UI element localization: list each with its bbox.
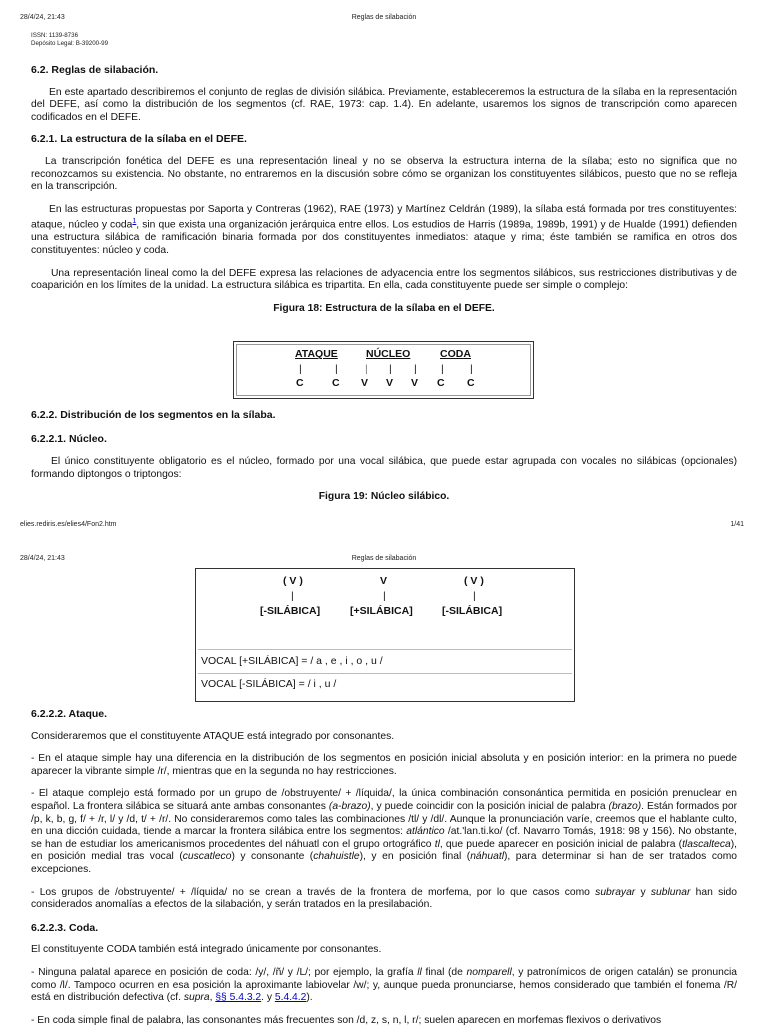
divider bbox=[198, 649, 572, 650]
issn: ISSN: 1139-8736 bbox=[31, 32, 79, 39]
v-optional-left: ( V ) bbox=[283, 575, 303, 587]
paragraph: La transcripción fonética del DEFE es una representación lineal y no se observa la estructura interna de la sílaba; esto no significa que no reconozcamos su existencia. No obstante, no entraremos en la discusión sobre cómo se organizan los constituyentes silábicos, puesto que no se refleja en la transcripción. bbox=[31, 155, 737, 193]
paragraph: - Los grupos de /obstruyente/ + /líquida/ no se crean a través de la frontera de morfema, por lo que casos como subrayar y sublunar han sido considerados anomalías a efectos de la silabación, y serán tratados en la presilabación. bbox=[31, 886, 737, 911]
paragraph: El constituyente CODA también está integrado únicamente por consonantes. bbox=[31, 944, 382, 956]
vocal-minus-silabica: VOCAL [-SILÁBICA] = / i , u / bbox=[201, 678, 337, 690]
consonant: C bbox=[296, 377, 304, 389]
paragraph: - En coda simple final de palabra, las consonantes más frecuentes son /d, z, s, n, l, r/; suelen aparecen en morfemas flexivos o derivativos bbox=[31, 1014, 662, 1026]
section-title-6-2-2-1: 6.2.2.1. Núcleo. bbox=[31, 432, 107, 445]
ataque-label: ATAQUE bbox=[295, 348, 338, 360]
paragraph: - El ataque complejo está formado por un grupo de /obstruyente/ + /líquida/, la única combinación consonántica permitida en posición prenuclear en español. La frontera silábica se situará ante ambas consonantes (a-brazo), y puede coincidir con la posición inicial de palabra (brazo). Están formados por /p, k, b, g, f/ + /r, l/ y /d, t/ + /r/. No consideraremos como tales las combinaciones /tl/ y /dl/. Aunque la pronunciación varíe, creemos que el hablante culto, en una dicción cuidada, tiende a marcar la frontera silábica entre los segmentos: atlántico /at.'lan.ti.ko/ (cf. Navarro Tomás, 1918: 98 y 156). No obstante, se han de estudiar los americanismos procedentes del náhuatl con el grupo ortográfico tl, que puede aparecer en posición inicial de palabra (tlascalteca), en posición medial tras vocal (cuscatleco) y consonante (chahuistle), y en posición final (náhuatl), para determinar si han de ser tratados como excepciones. bbox=[31, 788, 738, 875]
paragraph: El único constituyente obligatorio es el núcleo, formado por una vocal silábica, que puede estar agrupada con vocales no silábicas (opcionales) formando diptongos o triptongos: bbox=[31, 456, 737, 480]
paragraph: - En el ataque simple hay una diferencia en la distribución de los segmentos en posición inicial absoluta y en posición interior: en la primera no puede aparecer la vibrante simple /r/, mientras que en la segunda no hay restricciones. bbox=[31, 753, 737, 777]
divider bbox=[198, 673, 572, 674]
nucleo-label: NÚCLEO bbox=[366, 348, 411, 360]
bar: | bbox=[473, 590, 476, 602]
vocal-plus-silabica: VOCAL [+SILÁBICA] = / a , e , i , o , u / bbox=[201, 655, 383, 667]
timestamp: 28/4/24, 21:43 bbox=[20, 555, 65, 562]
document-title: Reglas de silabación bbox=[351, 14, 417, 21]
footnote-link[interactable]: 1 bbox=[132, 218, 137, 226]
plus-silabica: [+SILÁBICA] bbox=[350, 605, 413, 617]
bar: | bbox=[441, 363, 444, 375]
consonant: C bbox=[332, 377, 340, 389]
paragraph: Consideraremos que el constituyente ATAQUE está integrado por consonantes. bbox=[31, 730, 395, 742]
deposito-legal: Depósito Legal: B-39200-99 bbox=[31, 39, 109, 47]
section-title-6-2: 6.2. Reglas de silabación. bbox=[31, 64, 159, 76]
timestamp: 28/4/24, 21:43 bbox=[20, 14, 65, 21]
section-title-6-2-2-3: 6.2.2.3. Coda. bbox=[31, 921, 99, 934]
coda-label: CODA bbox=[440, 348, 471, 360]
consonant: C bbox=[437, 377, 445, 389]
bar: | bbox=[365, 363, 368, 375]
figure-18-syllable-structure bbox=[233, 341, 534, 399]
bar: | bbox=[389, 363, 392, 375]
page1-content-lower bbox=[31, 409, 737, 504]
section-title-6-2-1: 6.2.1. La estructura de la sílaba en el DEFE. bbox=[31, 133, 247, 146]
issn-block bbox=[31, 32, 108, 47]
page-number: 1/41 bbox=[730, 521, 744, 528]
section-title-6-2-2-2: 6.2.2.2. Ataque. bbox=[31, 708, 108, 720]
figure-18-caption: Figura 18: Estructura de la sílaba en el DEFE. bbox=[273, 302, 495, 314]
paragraph: En las estructuras propuestas por Saporta y Contreras (1962), RAE (1973) y Martínez Celdrán (1989), la sílaba está formada por tres constituyentes: ataque, núcleo y coda$^1$, sin que exista una organización jerárquica entre ellos. Los estudios de Harris (1989a, 1989b, 1991) y de Hualde (1991) defienden una estructura silábica de ramificación binaria formada por dos constituyentes inmediatos: ataque y rima; éste también se ramifica en otros dos constituyentes: núcleo y coda. bbox=[31, 203, 737, 256]
paragraph: Una representación lineal como la del DEFE expresa las relaciones de adyacencia entre los segmentos silábicos, sus restricciones distributivas y de coaparición en los límites de la unidad. La estructura silábica es tripartita. En ella, cada constituyente puede ser simple o complejo: bbox=[31, 267, 737, 292]
vowel: V bbox=[361, 377, 369, 389]
v-nucleus: V bbox=[380, 575, 388, 587]
section-link-5-4-3-2[interactable]: §§ 5.4.3.2 bbox=[215, 992, 262, 1004]
page2-content bbox=[31, 708, 737, 1027]
section-title-6-2-2: 6.2.2. Distribución de los segmentos en la sílaba. bbox=[31, 409, 276, 421]
v-optional-right: ( V ) bbox=[464, 575, 484, 587]
bar: | bbox=[470, 363, 473, 375]
page-url-link[interactable]: elies.rediris.es/elies4/Fon2.htm bbox=[20, 521, 117, 528]
bar: | bbox=[335, 363, 338, 375]
bar: | bbox=[414, 363, 417, 375]
paragraph: - Ninguna palatal aparece en posición de coda: /y/, /ñ/ y /L/; por ejemplo, la grafía ll final (de nomparell, y patronímicos de origen catalán) se pronuncia como /l/. Tampoco ocurren en esa posición la aproximante labiovelar /w/; y, aunque pueda pronunciarse, hemos considerado que también el fonema /R/ está en distribución defectiva (cf. supra, §§ 5.4.3.2. y 5.4.4.2). bbox=[31, 966, 737, 1004]
paragraph: En este apartado describiremos el conjunto de reglas de división silábica. Previamente, estableceremos la estructura de la sílaba en la representación del DEFE, así como la distribución de los segmentos (cf. RAE, 1973: cap. 1.4). En adelante, usaremos los signos de transcripción como aparecen codificados en el DEFE. bbox=[31, 86, 737, 123]
bar: | bbox=[291, 590, 294, 602]
section-link-5-4-4-2[interactable]: 5.4.4.2 bbox=[274, 992, 307, 1004]
document-title: Reglas de silabación bbox=[351, 555, 417, 562]
page1-content bbox=[31, 64, 737, 315]
vowel: V bbox=[411, 377, 419, 389]
minus-silabica-right: [-SILÁBICA] bbox=[442, 605, 503, 617]
figure-19-syllabic-nucleus bbox=[195, 568, 575, 702]
consonant: C bbox=[467, 377, 475, 389]
bar: | bbox=[383, 590, 386, 602]
minus-silabica-left: [-SILÁBICA] bbox=[260, 605, 321, 617]
vowel: V bbox=[386, 377, 394, 389]
bar: | bbox=[299, 363, 302, 375]
figure-19-caption: Figura 19: Núcleo silábico. bbox=[318, 491, 450, 503]
